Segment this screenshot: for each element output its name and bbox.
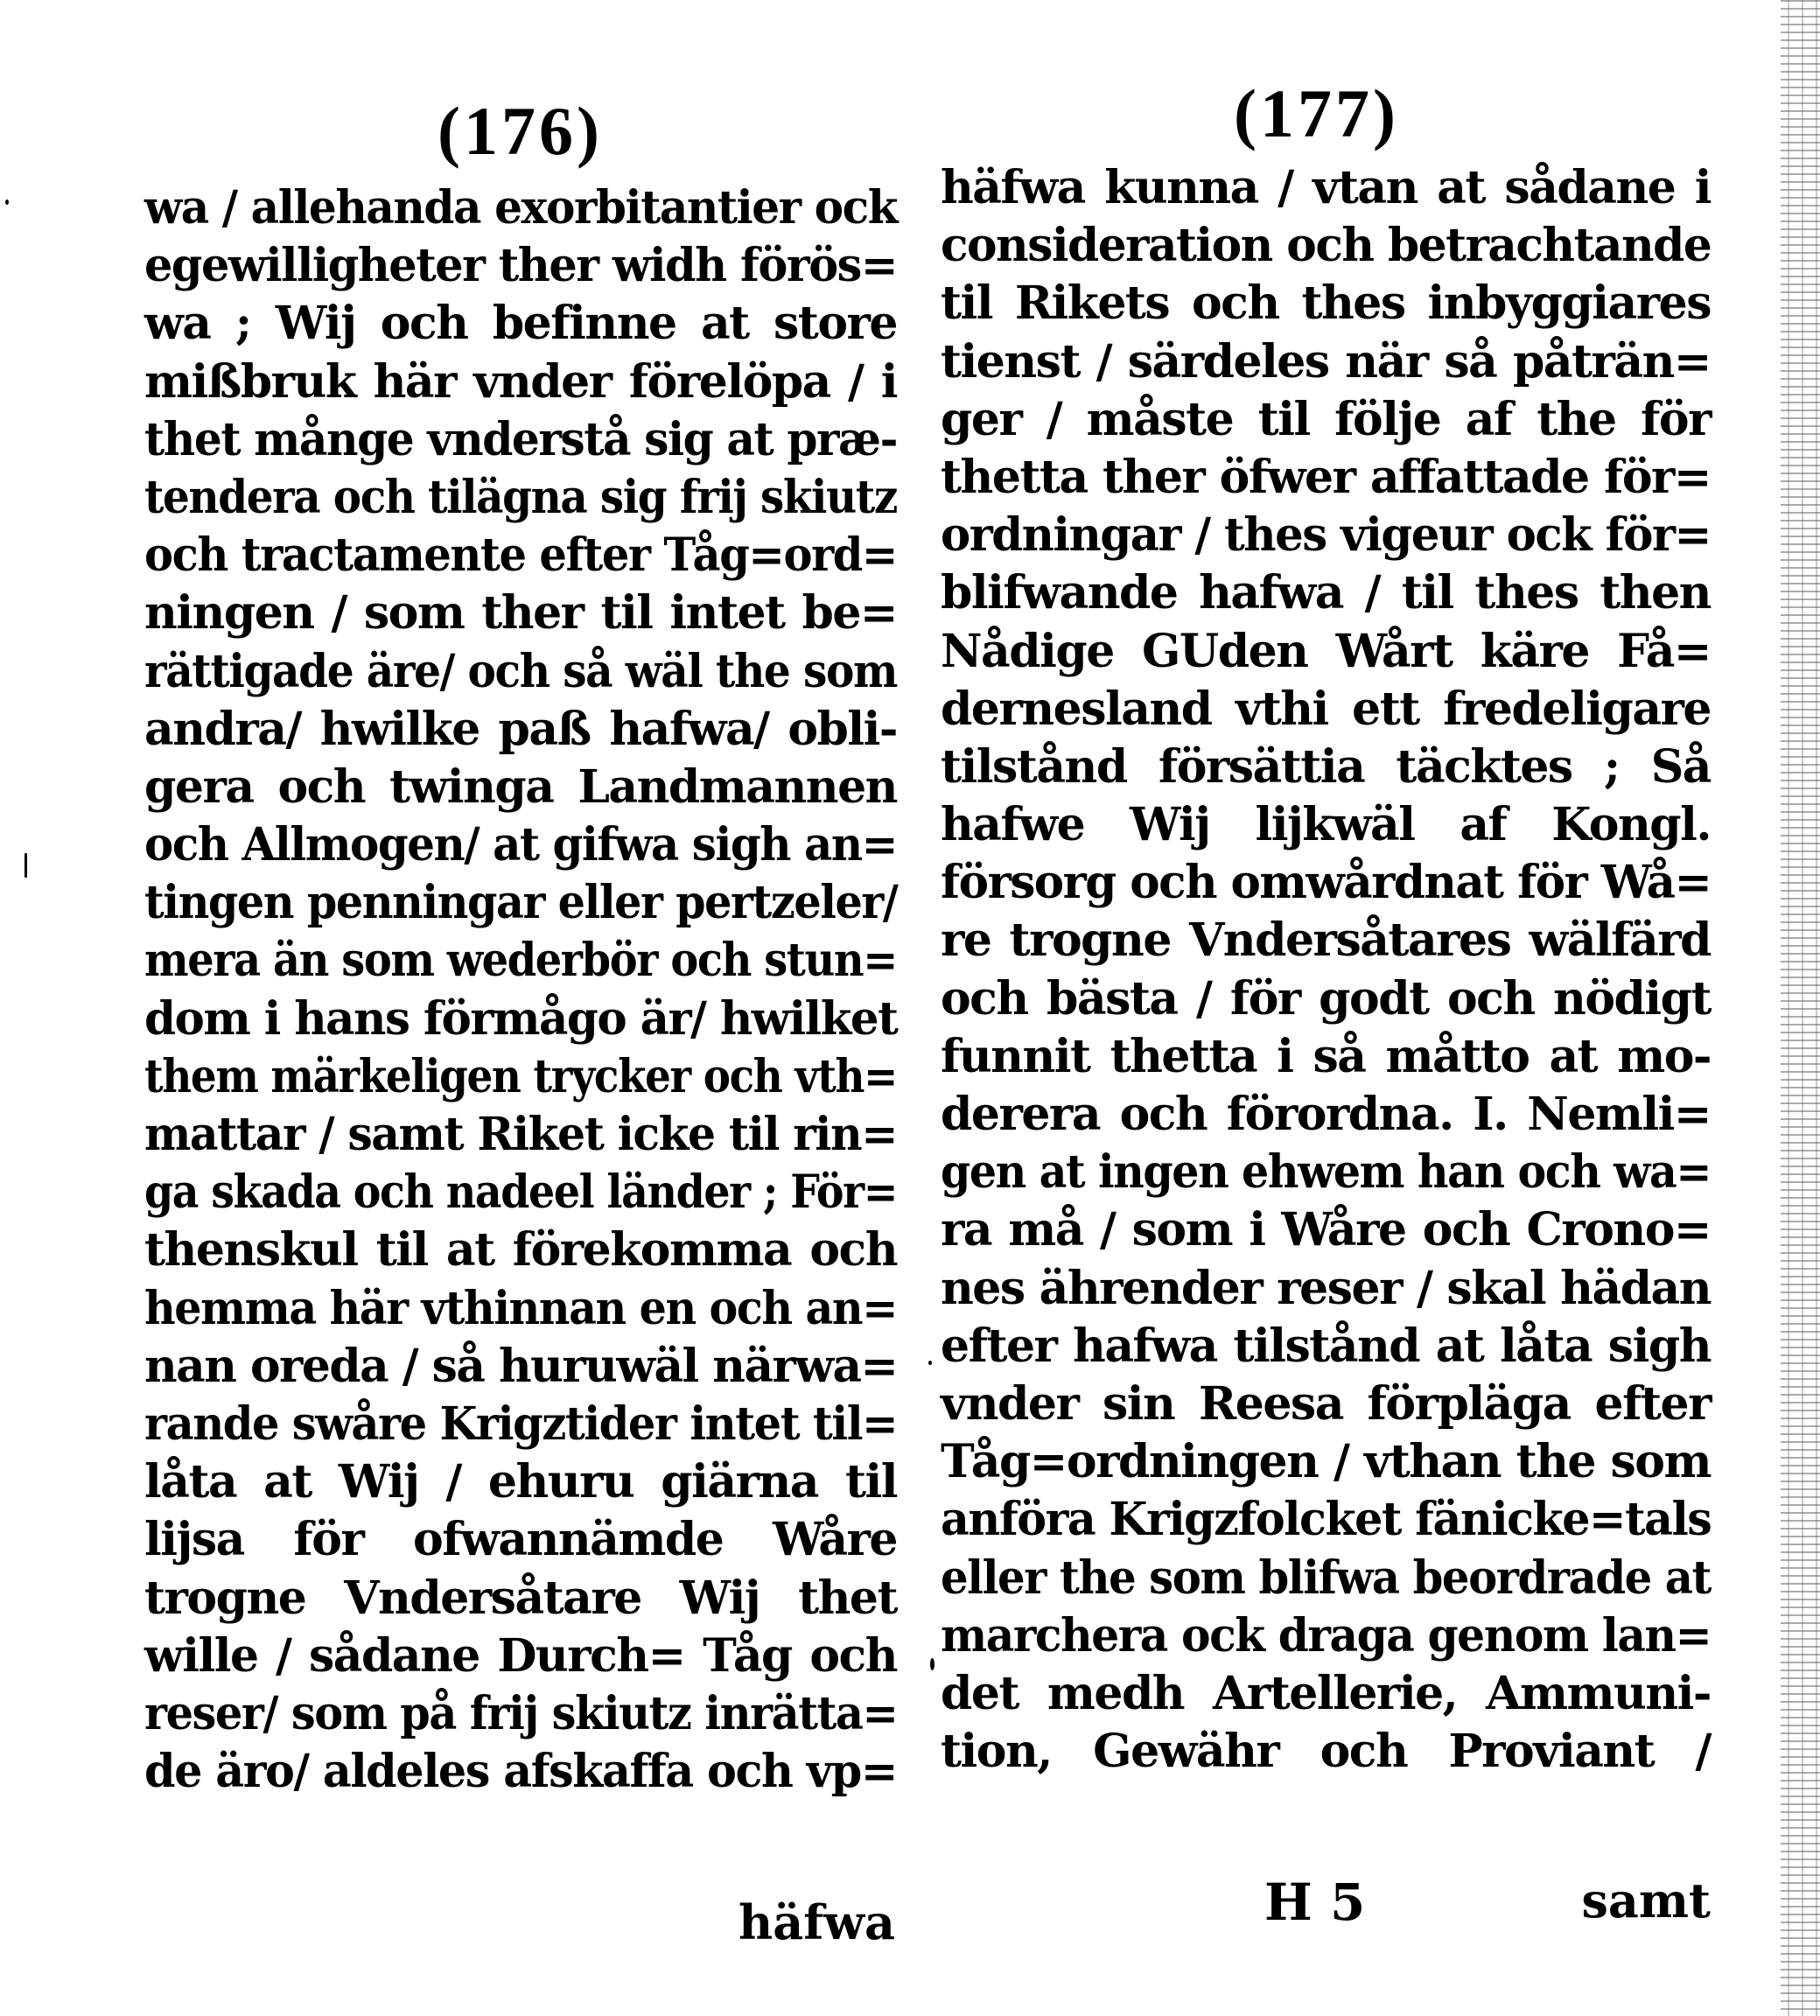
- text-line: nan oreda / så huruwäl närwa=: [144, 1339, 898, 1393]
- page-edge-noise: [1781, 0, 1820, 2016]
- text-line: ordningar / thes vigeur ock för=: [941, 508, 1711, 563]
- text-line: det medh Artellerie, Ammuni-: [941, 1666, 1711, 1720]
- text-line: hemma här vthinnan en och an=: [144, 1281, 897, 1335]
- text-line: försorg och omwårdnat för Wå=: [941, 856, 1712, 910]
- text-line: funnit thetta i så måtto at mo-: [941, 1029, 1711, 1083]
- ink-speck: [24, 853, 27, 878]
- text-line: derera och förordna. I. Nemli=: [941, 1088, 1711, 1141]
- text-line: tilstånd försättia täcktes ; Så: [941, 739, 1711, 794]
- ink-speck: [930, 1658, 934, 1670]
- text-line: gen at ingen ehwem han och wa=: [941, 1145, 1711, 1200]
- ink-speck: [928, 1361, 932, 1365]
- text-line: tendera och tilägna sig frij skiutz: [144, 470, 897, 524]
- text-line: de äro/ aldeles afskaffa och vp=: [144, 1745, 897, 1799]
- catchword-right: samt: [1581, 1872, 1711, 1928]
- ink-speck: [5, 200, 9, 205]
- text-line: them märkeligen trycker och vth=: [144, 1049, 897, 1103]
- page-number-left: (176): [438, 93, 603, 169]
- text-line: rande swåre Krigztider intet til=: [144, 1396, 898, 1451]
- text-line: tion, Gewähr och Proviant /: [941, 1725, 1711, 1779]
- text-line: reser/ som på frij skiutz inrätta=: [144, 1686, 898, 1740]
- catchword-left: häfwa: [738, 1894, 895, 1950]
- text-line: Nådige GUden Wårt käre Få=: [941, 624, 1711, 678]
- text-line: thenskul til at förekomma och: [144, 1223, 897, 1278]
- text-line: mattar / samt Riket icke til rin=: [144, 1108, 897, 1161]
- text-line: wa ; Wij och befinne at store: [144, 297, 897, 351]
- text-line: mißbruk här vnder förelöpa / i: [144, 354, 897, 409]
- text-line: hafwe Wij lijkwäl af Kongl.: [941, 798, 1711, 852]
- text-line: til Rikets och thes inbyggiares: [941, 276, 1711, 331]
- text-line: dom i hans förmågo är/ hwilket: [144, 991, 898, 1046]
- text-line: egewilligheter ther widh förös=: [144, 239, 897, 293]
- text-line: wa / allehanda exorbitantier ock: [144, 181, 897, 234]
- text-line: låta at Wij / ehuru giärna til: [144, 1455, 897, 1509]
- text-line: och Allmogen/ at gifwa sigh an=: [144, 818, 897, 872]
- text-line: och bästa / för godt och nödigt: [941, 971, 1711, 1026]
- text-line: ra må / som i Wåre och Crono=: [941, 1203, 1711, 1257]
- text-line: tienst / särdeles när så påträn=: [941, 334, 1711, 388]
- text-line: Tåg=ordningen / vthan the som: [941, 1435, 1711, 1489]
- text-line: anföra Krigzfolcket fänicke=tals: [941, 1493, 1712, 1547]
- text-line: ga skada och nadeel länder ; För=: [144, 1166, 898, 1220]
- text-line: ningen / som ther til intet be=: [144, 586, 897, 640]
- text-line: dernesland vthi ett fredeligare: [941, 682, 1711, 736]
- text-line: ger / måste til följe af the för: [941, 392, 1711, 446]
- signature-mark: H 5: [1264, 1872, 1366, 1932]
- text-line: marchera ock draga genom lan=: [941, 1608, 1712, 1662]
- text-line: häfwa kunna / vtan at sådane i: [941, 161, 1711, 214]
- text-line: lijsa för ofwannämde Wåre: [144, 1513, 897, 1567]
- page-number-right: (177): [1234, 75, 1399, 151]
- text-line: wille / sådane Durch= Tåg och: [144, 1628, 897, 1683]
- text-line: tingen penningar eller pertzeler/: [144, 876, 898, 930]
- text-line: consideration och betrachtande: [941, 219, 1712, 273]
- text-line: trogne Vndersåtare Wij thet: [144, 1571, 897, 1625]
- text-line: thetta ther öfwer affattade för=: [941, 450, 1711, 504]
- text-line: andra/ hwilke paß hafwa/ obli-: [144, 702, 897, 756]
- text-line: och tractamente efter Tåg=ord=: [144, 528, 897, 583]
- text-line: thet månge vnderstå sig at præ-: [144, 412, 897, 466]
- text-line: vnder sin Reesa förpläga efter: [941, 1376, 1711, 1431]
- text-line: re trogne Vndersåtares wälfärd: [941, 914, 1711, 968]
- right-page-text: [941, 159, 1711, 1781]
- text-line: efter hafwa tilstånd at låta sigh: [941, 1319, 1711, 1373]
- text-line: eller the som blifwa beordrade at: [941, 1550, 1711, 1605]
- text-line: mera än som wederbör och stun=: [144, 934, 897, 988]
- left-page-text: [144, 179, 897, 1801]
- text-line: gera och twinga Landmannen: [144, 760, 897, 814]
- text-line: nes ährender reser / skal hädan: [941, 1261, 1711, 1315]
- text-line: blifwande hafwa / til thes then: [941, 566, 1711, 620]
- text-line: rättigade äre/ och så wäl the som: [144, 644, 897, 698]
